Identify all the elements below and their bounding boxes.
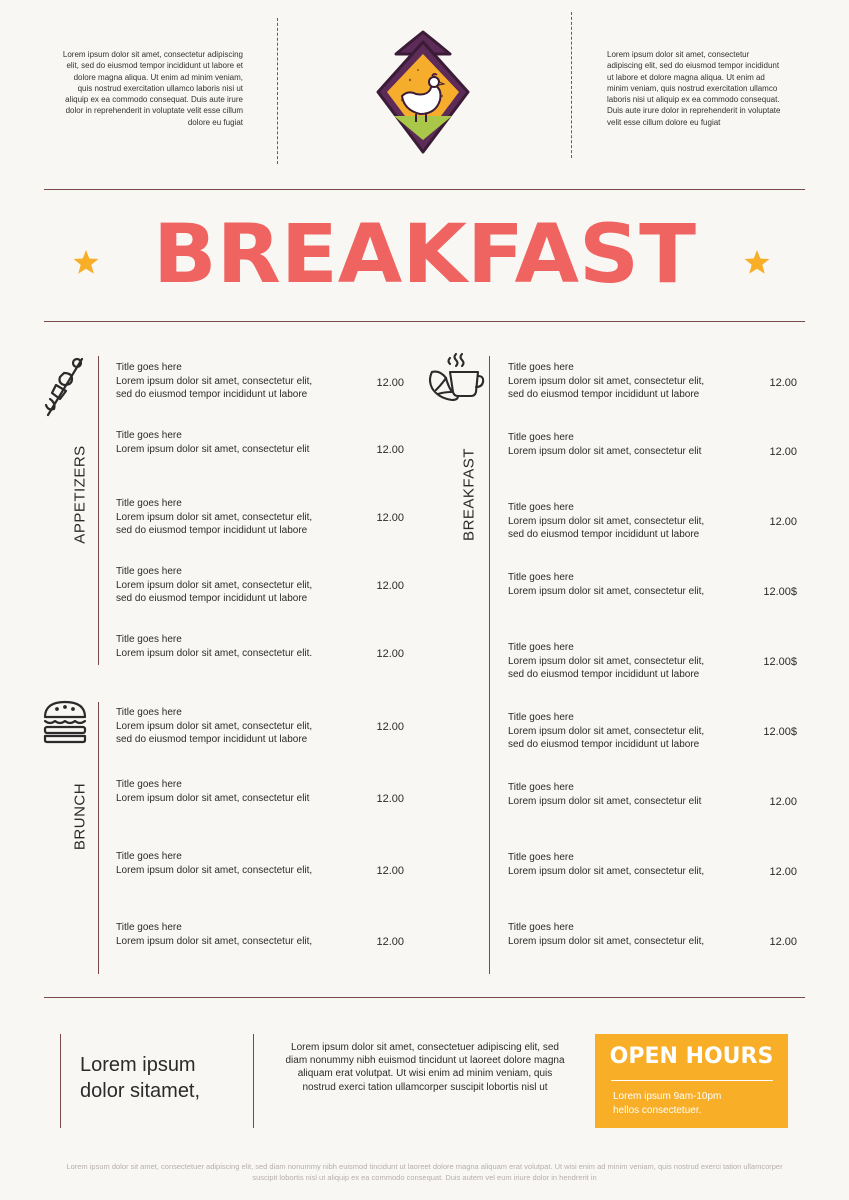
item-price: 12.00 <box>769 516 797 528</box>
item-desc: Lorem ipsum dolor sit amet, consectetur elit <box>508 795 702 807</box>
item-desc: Lorem ipsum dolor sit amet, consectetur elit, <box>508 935 705 947</box>
menu-item <box>508 571 758 598</box>
item-price: 12.00 <box>376 377 404 389</box>
item-desc: Lorem ipsum dolor sit amet, consectetur elit, <box>116 864 313 876</box>
menu-item <box>116 565 366 606</box>
star-right-icon <box>743 249 771 275</box>
item-title: Title goes here <box>116 430 182 441</box>
item-desc: Lorem ipsum dolor sit amet, consectetur elit, <box>116 720 313 732</box>
menu-item <box>116 429 366 456</box>
item-price: 12.00 <box>376 936 404 948</box>
item-desc-2: sed do eiusmod tempor incididunt ut labore <box>508 669 700 680</box>
brunch-rule <box>98 702 99 974</box>
burger-icon <box>42 700 88 744</box>
croissant-coffee-icon <box>426 352 486 406</box>
item-title: Title goes here <box>508 572 574 583</box>
breakfast-rule <box>489 356 490 974</box>
category-label-brunch: BRUNCH <box>71 782 89 851</box>
open-hours-line2: hellos consectetuer. <box>613 1105 702 1116</box>
open-hours-box <box>595 1034 788 1128</box>
item-price: 12.00 <box>769 936 797 948</box>
menu-item <box>116 361 366 402</box>
item-desc-2: sed do eiusmod tempor incididunt ut labore <box>116 389 308 400</box>
menu-item <box>116 850 366 877</box>
item-price: 12.00$ <box>763 656 797 668</box>
item-title: Title goes here <box>116 362 182 373</box>
footer-headline-line2: dolor sitamet, <box>80 1080 201 1102</box>
item-title: Title goes here <box>508 852 574 863</box>
menu-item <box>508 641 758 682</box>
item-desc: Lorem ipsum dolor sit amet, consectetur elit, <box>116 935 313 947</box>
item-price: 12.00 <box>376 580 404 592</box>
item-desc: Lorem ipsum dolor sit amet, consectetur elit, <box>508 865 705 877</box>
item-desc: Lorem ipsum dolor sit amet, consectetur elit <box>508 445 702 457</box>
menu-item <box>508 851 758 878</box>
item-price: 12.00 <box>769 377 797 389</box>
footer-body-text: Lorem ipsum dolor sit amet, consectetuer adipiscing elit, sed diam nonummy nibh euismod tincidunt ut laoreet dolore magna aliquam erat volutpat. Ut wisi enim ad minim veniam, quis nostrud exerci tation ullamcorper suscipit lobortis nisl ut <box>285 1042 565 1093</box>
item-title: Title goes here <box>508 642 574 653</box>
chicken-badge-icon <box>370 30 476 156</box>
item-price: 12.00 <box>769 446 797 458</box>
item-desc: Lorem ipsum dolor sit amet, consectetur elit <box>116 792 310 804</box>
header-divider-left <box>277 18 278 164</box>
item-price: 12.00$ <box>763 726 797 738</box>
menu-item <box>116 706 366 747</box>
item-desc: Lorem ipsum dolor sit amet, consectetur elit, <box>116 511 313 523</box>
menu-item <box>508 431 758 458</box>
item-title: Title goes here <box>116 634 182 645</box>
menu-item <box>508 711 758 752</box>
menu-item <box>116 778 366 805</box>
item-desc: Lorem ipsum dolor sit amet, consectetur elit, <box>508 515 705 527</box>
header-left-text: Lorem ipsum dolor sit amet, consectetur adipiscing elit, sed do eiusmod tempor incididunt ut labore et dolore magna aliqua. Ut enim ad minim veniam, quis nostrud exercitation ullamco laboris nisi ut aliquip ex ea commodo consequat. Duis aute irure dolor in reprehenderit in voluptate velit esse cillum dolore eu fugiat <box>62 50 243 127</box>
item-title: Title goes here <box>116 851 182 862</box>
open-hours-text <box>613 1090 721 1118</box>
item-title: Title goes here <box>116 779 182 790</box>
header-right-text: Lorem ipsum dolor sit amet, consectetur adipiscing elit, sed do eiusmod tempor incididunt ut labore et dolore magna aliqua. Ut enim ad minim veniam, quis nostrud exercitation ullamco laboris nisi ut aliquip ex ea commodo consequat. Duis aute irure dolor in reprehenderit in voluptate velit esse cillum dolore eu fugiat <box>607 50 781 127</box>
item-price: 12.00 <box>376 648 404 660</box>
item-title: Title goes here <box>508 782 574 793</box>
menu-item <box>508 781 758 808</box>
item-title: Title goes here <box>508 712 574 723</box>
item-price: 12.00 <box>769 866 797 878</box>
category-label-breakfast: BREAKFAST <box>460 448 478 541</box>
skewer-icon <box>44 353 88 419</box>
footer-headline <box>80 1052 250 1104</box>
item-desc: Lorem ipsum dolor sit amet, consectetur elit. <box>116 647 313 659</box>
item-desc-2: sed do eiusmod tempor incididunt ut labore <box>508 739 700 750</box>
item-price: 12.00 <box>376 444 404 456</box>
item-desc-2: sed do eiusmod tempor incididunt ut labore <box>116 525 308 536</box>
appetizers-rule <box>98 356 99 665</box>
open-hours-line1: Lorem ipsum 9am-10pm <box>613 1091 722 1102</box>
menu-item <box>508 921 758 948</box>
title-rule-bottom <box>44 321 805 322</box>
item-desc-2: sed do eiusmod tempor incididunt ut labore <box>116 734 308 745</box>
item-title: Title goes here <box>116 707 182 718</box>
item-price: 12.00 <box>376 721 404 733</box>
item-desc: Lorem ipsum dolor sit amet, consectetur elit <box>116 443 310 455</box>
footer-divider-1 <box>60 1034 61 1128</box>
menu-title: BREAKFAST <box>152 208 697 302</box>
item-title: Title goes here <box>508 922 574 933</box>
menu-item <box>116 633 366 660</box>
footer-rule <box>44 997 805 998</box>
item-desc: Lorem ipsum dolor sit amet, consectetur elit, <box>508 585 705 597</box>
item-title: Title goes here <box>508 362 574 373</box>
item-price: 12.00$ <box>763 586 797 598</box>
item-title: Title goes here <box>116 566 182 577</box>
header-divider-right <box>571 12 572 158</box>
menu-item <box>116 921 366 948</box>
item-price: 12.00 <box>376 512 404 524</box>
item-desc: Lorem ipsum dolor sit amet, consectetur elit, <box>508 375 705 387</box>
menu-item <box>116 497 366 538</box>
footer-divider-2 <box>253 1034 254 1128</box>
bottom-fine-print: Lorem ipsum dolor sit amet, consectetuer adipiscing elit, sed diam nonummy nibh euismod tincidunt ut laoreet dolore magna aliquam erat volutpat. Ut wisi enim ad minim veniam, quis nostrud exerci tation ullamcorper suscipit lobortis nisl ut aliquip ex ea commodo consequat. Duis autem vel eum iriure dolor in hendrerit in <box>66 1162 783 1182</box>
item-title: Title goes here <box>116 498 182 509</box>
item-price: 12.00 <box>769 796 797 808</box>
item-desc-2: sed do eiusmod tempor incididunt ut labore <box>508 389 700 400</box>
item-title: Title goes here <box>508 502 574 513</box>
open-hours-title: OPEN HOURS <box>609 1044 774 1069</box>
item-desc: Lorem ipsum dolor sit amet, consectetur elit, <box>116 579 313 591</box>
category-label-appetizers: APPETIZERS <box>71 445 89 544</box>
title-rule-top <box>44 189 805 190</box>
item-desc-2: sed do eiusmod tempor incididunt ut labore <box>508 529 700 540</box>
menu-item <box>508 361 758 402</box>
item-desc: Lorem ipsum dolor sit amet, consectetur elit, <box>508 655 705 667</box>
item-desc: Lorem ipsum dolor sit amet, consectetur elit, <box>116 375 313 387</box>
item-price: 12.00 <box>376 865 404 877</box>
item-desc: Lorem ipsum dolor sit amet, consectetur elit, <box>508 725 705 737</box>
item-title: Title goes here <box>508 432 574 443</box>
footer-headline-line1: Lorem ipsum <box>80 1054 196 1076</box>
item-title: Title goes here <box>116 922 182 933</box>
item-desc-2: sed do eiusmod tempor incididunt ut labore <box>116 593 308 604</box>
open-hours-rule <box>611 1080 773 1081</box>
menu-item <box>508 501 758 542</box>
item-price: 12.00 <box>376 793 404 805</box>
